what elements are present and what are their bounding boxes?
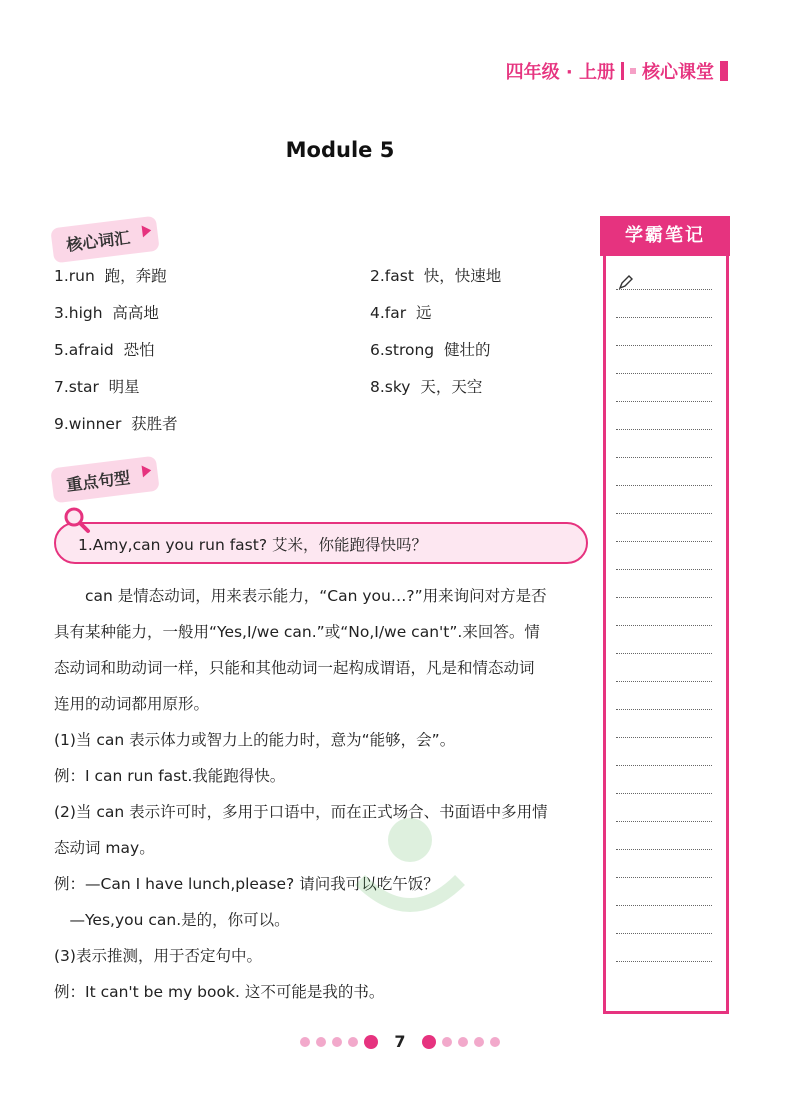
note-line (616, 822, 712, 850)
note-line (616, 906, 712, 934)
tag-arrow-icon (142, 224, 152, 237)
paragraph-line: —Yes,you can.是的，你可以。 (54, 911, 290, 929)
vocab-item: 4.far 远 (370, 304, 432, 322)
paragraph-line: 例：I can run fast.我能跑得快。 (54, 767, 286, 785)
vocab-item: 2.fast 快，快速地 (370, 267, 502, 285)
note-line (616, 766, 712, 794)
sentence-tag-label: 重点句型 (65, 468, 132, 495)
notes-lines (616, 262, 712, 962)
vocab-item: 9.winner 获胜者 (54, 415, 178, 433)
dot-icon (364, 1035, 378, 1049)
vocab-item: 3.high 高高地 (54, 304, 159, 322)
page-header (506, 58, 728, 84)
dot-icon (474, 1037, 484, 1047)
tag-arrow-icon (142, 464, 152, 477)
dot-icon (442, 1037, 452, 1047)
note-line (616, 542, 712, 570)
note-line (616, 598, 712, 626)
note-line (616, 934, 712, 962)
vocab-item: 7.star 明星 (54, 378, 140, 396)
vocab-item: 5.afraid 恐怕 (54, 341, 155, 359)
vocab-item: 1.run 跑，奔跑 (54, 267, 167, 285)
header-end-bar (720, 61, 728, 81)
notes-title: 学霸笔记 (600, 216, 730, 256)
vocab-section-tag (50, 216, 159, 264)
paragraph-line: 具有某种能力，一般用“Yes,I/we can.”或“No,I/we can't”.来回答。情 (54, 623, 540, 641)
page-title: Module 5 (285, 138, 395, 162)
note-line (616, 514, 712, 542)
paragraph-line: 例：It can't be my book. 这不可能是我的书。 (54, 983, 385, 1001)
note-line (616, 402, 712, 430)
watermark-logo-icon (300, 780, 520, 1040)
vocab-tag-label: 核心词汇 (65, 228, 132, 255)
paragraph-line: 态动词 may。 (54, 839, 155, 857)
note-line (616, 682, 712, 710)
grade-label: 四年级 · 上册 (505, 62, 615, 83)
paragraph-line: 态动词和助动词一样，只能和其他动词一起构成谓语，凡是和情态动词 (54, 659, 535, 677)
paragraph-line: (1)当 can 表示体力或智力上的能力时，意为“能够，会”。 (54, 731, 456, 749)
note-line (616, 654, 712, 682)
note-line (616, 570, 712, 598)
vocab-item: 8.sky 天，天空 (370, 378, 483, 396)
paragraph-line: 例：—Can I have lunch,please? 请问我可以吃午饭？ (54, 875, 439, 893)
dot-icon (316, 1037, 326, 1047)
dot-icon (332, 1037, 342, 1047)
square-bullet-icon (630, 68, 636, 74)
note-line (616, 318, 712, 346)
dot-icon (300, 1037, 310, 1047)
vocab-item: 6.strong 健壮的 (370, 341, 491, 359)
paragraph-line: 连用的动词都用原形。 (54, 695, 210, 713)
page-number: 7 (394, 1032, 406, 1051)
dot-icon (458, 1037, 468, 1047)
note-line (616, 290, 712, 318)
key-sentence: 1.Amy,can you run fast? 艾米，你能跑得快吗？ (54, 522, 588, 564)
divider (621, 62, 624, 80)
note-line (616, 878, 712, 906)
note-line (616, 458, 712, 486)
note-line (616, 738, 712, 766)
note-line (616, 794, 712, 822)
dot-icon (490, 1037, 500, 1047)
note-line (616, 346, 712, 374)
note-line (616, 430, 712, 458)
note-line (616, 850, 712, 878)
note-line (616, 486, 712, 514)
series-label: 核心课堂 (642, 62, 714, 83)
magnifier-icon (62, 505, 92, 535)
dot-icon (348, 1037, 358, 1047)
dot-icon (422, 1035, 436, 1049)
paragraph-line: (2)当 can 表示许可时，多用于口语中，而在正式场合、书面语中多用情 (54, 803, 548, 821)
paragraph-line: (3)表示推测，用于否定句中。 (54, 947, 262, 965)
page-footer (0, 1032, 800, 1051)
note-line (616, 710, 712, 738)
note-line (616, 374, 712, 402)
note-line (616, 626, 712, 654)
sentence-section-tag (50, 456, 159, 504)
note-line (616, 262, 712, 290)
paragraph-line: can 是情态动词，用来表示能力，“Can you…?”用来询问对方是否 (54, 587, 547, 605)
